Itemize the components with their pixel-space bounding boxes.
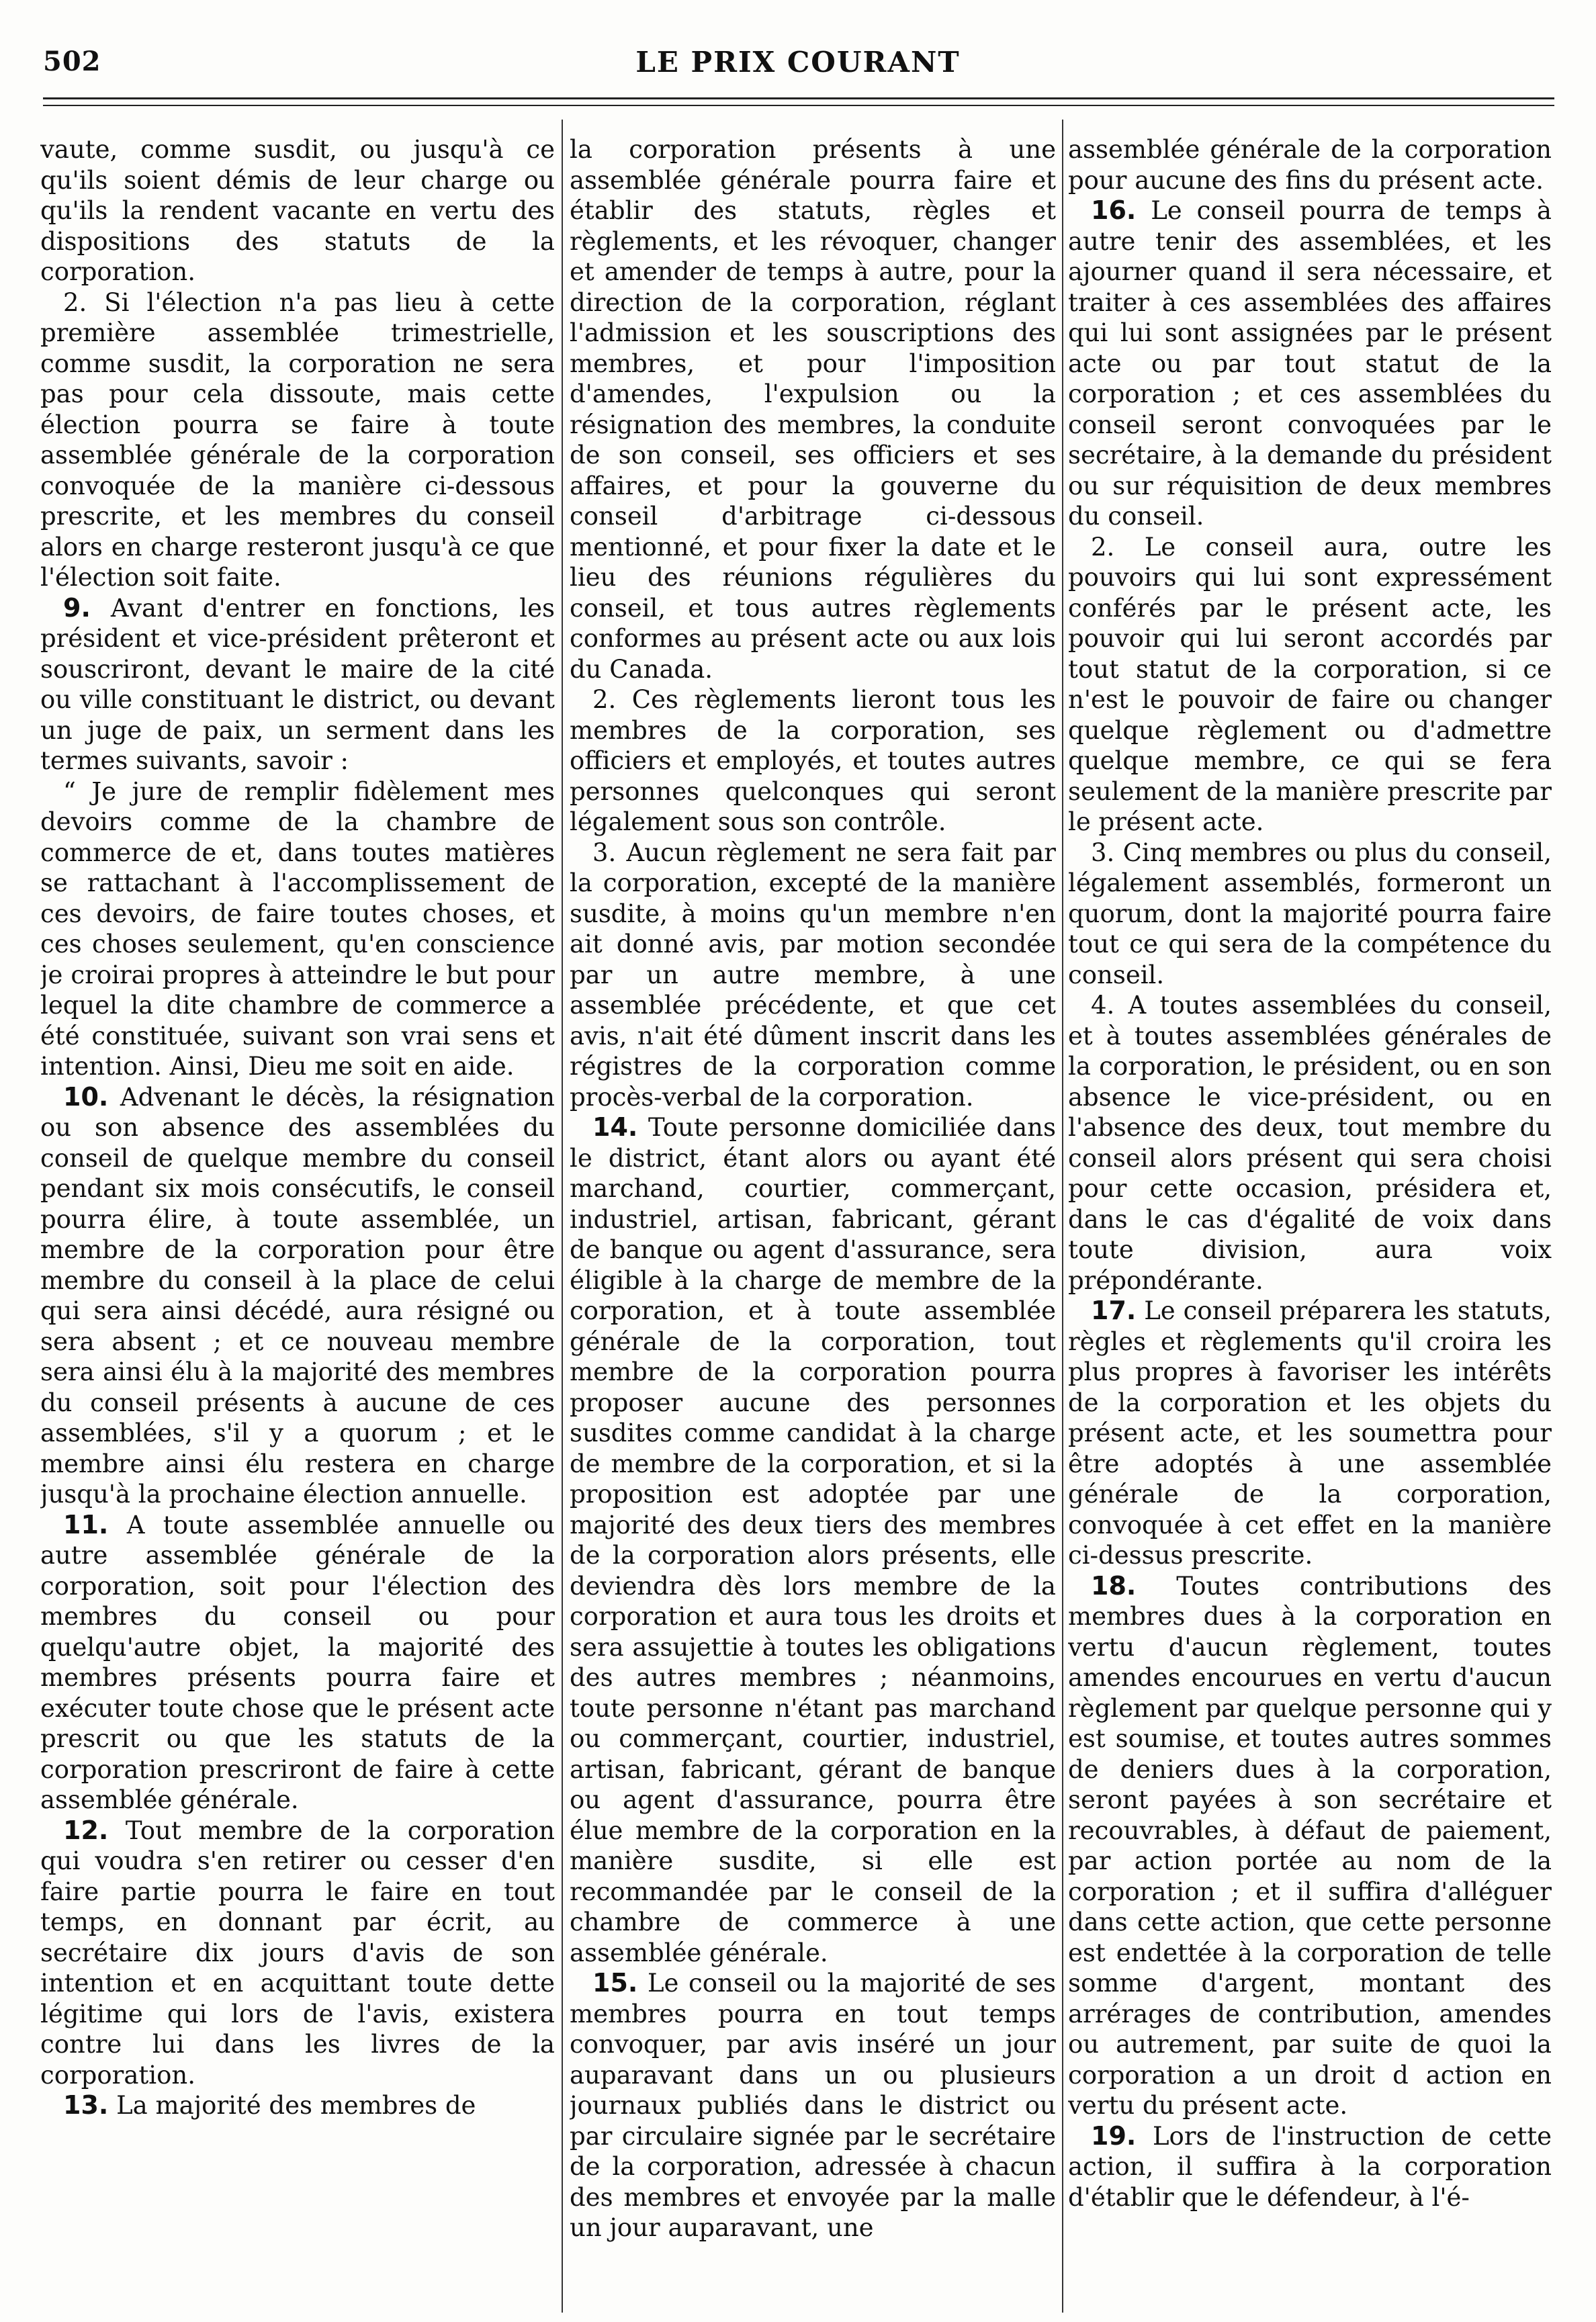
paragraph: assemblée générale de la corporation pour aucune des fins du présent acte. bbox=[1068, 135, 1552, 195]
paragraph: 10. Advenant le décès, la résignation ou son absence des assemblées du conseil de quelque membre du conseil pendant six mois consécutifs, le conseil pourra élire, à toute assemblée, un membre de la corporation pour être membre du conseil à la place de celui qui sera ainsi décédé, aura résigné ou sera absent ; et ce nouveau membre sera ainsi élu à la majorité des membres du conseil présents à aucune de ces assemblées, s'il y a quorum ; et le membre ainsi élu restera en charge jusqu'à la prochaine élection annuelle. bbox=[40, 1081, 555, 1509]
text-column-3 bbox=[1068, 134, 1552, 2304]
paragraph: 2. Ces règlements lieront tous les membres de la corporation, ses officiers et employés, et toutes autres personnes quelconques qui seront légalement sous son contrôle. bbox=[570, 685, 1056, 836]
paragraph: 2. Le conseil aura, outre les pouvoirs qui lui sont expressément conférés par le présent acte, les pouvoir qui lui seront accordés par tout statut de la corporation, si ce n'est le pouvoir de faire ou changer quelque règlement ou d'admettre quelque membre, ce qui se fera seulement de la manière prescrite par le présent acte. bbox=[1068, 532, 1552, 836]
column-divider bbox=[1062, 120, 1063, 2313]
header-rule-thin bbox=[43, 105, 1554, 106]
paragraph: 9. Avant d'entrer en fonctions, les président et vice-président prêteront et souscriront, devant le maire de la cité ou ville constituant le district, ou devant un juge de paix, un serment dans les termes suivants, savoir : bbox=[40, 592, 555, 775]
paragraph: vaute, comme susdit, ou jusqu'à ce qu'ils soient démis de leur charge ou qu'ils la rendent vacante en vertu des dispositions des statuts de la corporation. bbox=[40, 135, 555, 286]
paragraph: 11. A toute assemblée annuelle ou autre assemblée générale de la corporation, soit pour l'élection des membres du conseil ou pour quelqu'autre objet, la majorité des membres présents pourra faire et exécuter toute chose que le présent acte prescrit ou que les statuts de la corporation prescriront de faire à cette assemblée générale. bbox=[40, 1509, 555, 1814]
paragraph: 2. Si l'élection n'a pas lieu à cette première assemblée trimestrielle, comme susdit, la corporation ne sera pas pour cela dissoute, mais cette élection pourra se faire à toute assemblée générale de la corporation convoquée de la manière ci-dessous prescrite, et les membres du conseil alors en charge resteront jusqu'à ce que l'élection soit faite. bbox=[40, 287, 555, 592]
journal-title: LE PRIX COURANT bbox=[635, 46, 961, 79]
paragraph: 12. Tout membre de la corporation qui voudra s'en retirer ou cesser d'en faire partie pourra le faire en tout temps, en donnant par écrit, au secrétaire dix jours d'avis de son intention et en acquittant toute dette légitime qui lors de l'avis, existera contre lui dans les livres de la corporation. bbox=[40, 1815, 555, 2090]
paragraph: 18. Toutes contributions des membres dues à la corporation en vertu d'aucun règlement, toutes amendes encourues en vertu d'aucun règlement par quelque personne qui y est soumise, et toutes autres sommes de deniers dues à la corporation, seront payées à son secrétaire et recouvrables, à défaut de paiement, par action portée au nom de la corporation ; et il suffira d'alléguer dans cette action, que cette personne est endettée à la corporation de telle somme d'argent, montant des arrérages de contribution, amendes ou autrement, par suite de quoi la corporation a un droit d action en vertu du présent acte. bbox=[1068, 1570, 1552, 2120]
text-column-2 bbox=[570, 134, 1056, 2304]
page-number: 502 bbox=[43, 46, 101, 77]
paragraph: 16. Le conseil pourra de temps à autre tenir des assemblées, et les ajourner quand il sera nécessaire, et traiter à ces assemblées des affaires qui lui sont assignées par le présent acte ou par tout statut de la corporation ; et ces assemblées du conseil seront convoquées par le secrétaire, à la demande du président ou sur réquisition de deux membres du conseil. bbox=[1068, 195, 1552, 531]
paragraph: 3. Cinq membres ou plus du conseil, légalement assemblés, formeront un quorum, dont la majorité pourra faire tout ce qui sera de la compétence du conseil. bbox=[1068, 838, 1552, 989]
header-rule bbox=[43, 97, 1554, 99]
paragraph: 14. Toute personne domiciliée dans le district, étant alors ou ayant été marchand, courtier, commerçant, industriel, artisan, fabricant, gérant de banque ou agent d'assurance, sera éligible à la charge de membre de la corporation, et à toute assemblée générale de la corporation, tout membre de la corporation pourra proposer aucune des personnes susdites comme candidat à la charge de membre de la corporation, et si la proposition est adoptée par une majorité des deux tiers des membres de la corporation alors présents, elle deviendra dès lors membre de la corporation et aura tous les droits et sera assujettie à toutes les obligations des autres membres ; néanmoins, toute personne n'étant pas marchand ou commerçant, courtier, industriel, artisan, fabricant, gérant de banque ou agent d'assurance, pourra être élue membre de la corporation en la manière susdite, si elle est recommandée par le conseil de la chambre de commerce à une assemblée générale. bbox=[570, 1112, 1056, 1967]
paragraph: 17. Le conseil préparera les statuts, règles et règlements qu'il croira les plus propres à favoriser les intérêts de la corporation et les objets du présent acte, et les soumettra pour être adoptés à une assemblée générale de la corporation, convoquée à cet effet en la manière ci-dessus prescrite. bbox=[1068, 1296, 1552, 1570]
column-divider bbox=[562, 120, 563, 2313]
paragraph: 3. Aucun règlement ne sera fait par la corporation, excepté de la manière susdite, à moins qu'un membre n'en ait donné avis, par motion secondée par un autre membre, à une assemblée précédente, et que cet avis, n'ait été dûment inscrit dans les régistres de la corporation comme procès-verbal de la corporation. bbox=[570, 838, 1056, 1112]
paragraph: la corporation présents à une assemblée générale pourra faire et établir des statuts, règles et règlements, et les révoquer, changer et amender de temps à autre, pour la direction de la corporation, réglant l'admission et les souscriptions des membres, et pour l'imposition d'amendes, l'expulsion ou la résignation des membres, la conduite de son conseil, ses officiers et ses affaires, et pour la gouverne du conseil d'arbitrage ci-dessous mentionné, et pour fixer la date et le lieu des réunions régulières du conseil, et tous autres règlements conformes au présent acte ou aux lois du Canada. bbox=[570, 135, 1056, 684]
paragraph: “ Je jure de remplir fidèlement mes devoirs comme de la chambre de commerce de et, dans toutes matières se rattachant à l'accomplissement de ces devoirs, de faire toutes choses, et ces choses seulement, qu'en conscience je croirai propres à atteindre le but pour lequel la dite chambre de commerce a été constituée, suivant son vrai sens et intention. Ainsi, Dieu me soit en aide. bbox=[40, 776, 555, 1081]
paragraph: 15. Le conseil ou la majorité de ses membres pourra en tout temps convoquer, par avis inséré un jour auparavant dans un ou plusieurs journaux publiés dans le district ou par circulaire signée par le secrétaire de la corporation, adressée à chacun des membres et envoyée par la malle un jour auparavant, une bbox=[570, 1968, 1056, 2242]
text-column-1 bbox=[40, 134, 555, 2304]
paragraph: 4. A toutes assemblées du conseil, et à toutes assemblées générales de la corporation, le président, ou en son absence le vice-président, ou en l'absence des deux, tout membre du conseil alors présent qui sera choisi pour cette occasion, présidera et, dans le cas d'égalité de voix dans toute division, aura voix prépondérante. bbox=[1068, 991, 1552, 1295]
paragraph: 19. Lors de l'instruction de cette action, il suffira à la corporation d'établir que le défendeur, à l'é- bbox=[1068, 2120, 1552, 2212]
paragraph: 13. La majorité des membres de bbox=[63, 2090, 476, 2120]
